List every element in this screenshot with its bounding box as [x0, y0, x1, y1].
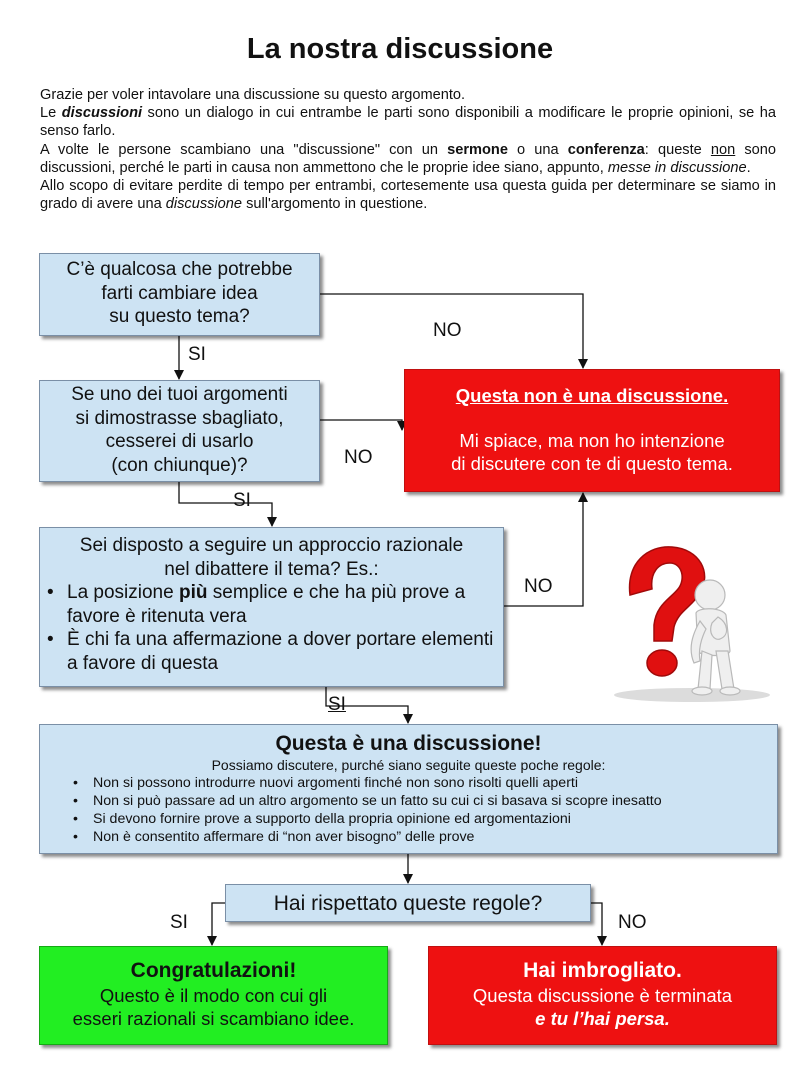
question-line: (con chiunque)? — [111, 454, 248, 476]
cheated-box — [428, 946, 777, 1045]
intro-line: Allo scopo di evitare perdite di tempo per entrambi, cortesemente usa questa guida per determinare se siamo in grado di avere una discussione sull'argomento in questione. — [40, 178, 776, 213]
label-no: NO — [344, 447, 373, 468]
congratulations-heading: Congratulazioni! — [130, 959, 297, 982]
not-discussion-box — [404, 369, 780, 492]
label-no: NO — [618, 912, 647, 933]
example-item: • È chi fa una affermazione a dover portare elementi a favore di questa — [40, 628, 503, 675]
intro-line: A volte le persone scambiano una "discussione" con un sermone o una conferenza: queste non sono discussioni, perché le parti in causa non ammettono che le proprie idee siano, appunto, messe in discussione. — [40, 141, 777, 176]
example-item: • La posizione più semplice e che ha più prove a favore è ritenuta vera — [40, 581, 503, 628]
question-rules-respected: Hai rispettato queste regole? — [225, 884, 591, 922]
question-line: Se uno dei tuoi argomenti — [71, 384, 288, 405]
rule-item: • Non si possono introdurre nuovi argomenti finché non sono risolti quelli aperti — [40, 774, 777, 792]
congratulations-line: Questo è il modo con cui gli — [99, 985, 328, 1006]
question-line: cesserei di usarlo — [105, 431, 254, 452]
connector-q4-si — [212, 903, 225, 945]
rule-item: • Si devono fornire prove a supporto della propria opinione ed argomentazioni — [40, 810, 777, 828]
is-discussion-subtitle: Possiamo discutere, purché siano seguite queste poche regole: — [211, 757, 606, 773]
intro-line: Le discussioni sono un dialogo in cui entrambe le parti sono disponibili a modificare le proprie opinioni, se ha senso farlo. — [40, 105, 776, 140]
label-si: SI — [188, 344, 206, 365]
cheated-line: e tu l’hai persa. — [535, 1008, 670, 1029]
connector-q2-no — [320, 420, 402, 430]
not-discussion-line: di discutere con te di questo tema. — [451, 453, 733, 474]
label-no: NO — [524, 576, 553, 597]
label-si: SI — [233, 490, 251, 511]
connector-q2-si — [179, 482, 272, 526]
cheated-line: Questa discussione è terminata — [472, 985, 733, 1006]
question-change-mind — [39, 253, 320, 336]
question-line: Sei disposto a seguire un approccio razionale — [79, 535, 464, 556]
not-discussion-heading: Questa non è una discussione. — [455, 385, 729, 406]
label-no: NO — [433, 320, 462, 341]
question-line: farti cambiare idea — [101, 282, 258, 304]
is-discussion-heading: Questa è una discussione! — [275, 732, 542, 755]
label-si: SI — [170, 912, 188, 933]
label-si: SI — [328, 694, 346, 715]
page-title: La nostra discussione — [246, 33, 554, 65]
question-rational-approach — [39, 527, 504, 687]
not-discussion-line: Mi spiace, ma non ho intenzione — [459, 430, 725, 451]
congratulations-box — [39, 946, 388, 1045]
intro-line: Grazie per voler intavolare una discussione su questo argomento. — [40, 87, 466, 103]
congratulations-line: esseri razionali si scambiano idee. — [72, 1008, 355, 1029]
rules-list — [40, 774, 777, 846]
question-line: nel dibattere il tema? Es.: — [164, 558, 379, 580]
connector-q4-no — [591, 903, 602, 945]
rule-item: • Non si può passare ad un altro argomento se un fatto su cui ci si basava si scopre inesatto — [40, 792, 777, 810]
example-list — [40, 581, 503, 675]
cheated-heading: Hai imbrogliato. — [523, 959, 682, 982]
question-line: si dimostrasse sbagliato, — [75, 407, 284, 429]
question-mark-thinker-icon — [588, 533, 784, 705]
question-wrong-argument — [39, 380, 320, 482]
rule-item: • Non è consentito affermare di “non aver bisogno” delle prove — [40, 828, 777, 846]
question-line: su questo tema? — [109, 306, 250, 327]
is-discussion-box — [39, 724, 778, 854]
question-line: C’è qualcosa che potrebbe — [66, 259, 293, 280]
